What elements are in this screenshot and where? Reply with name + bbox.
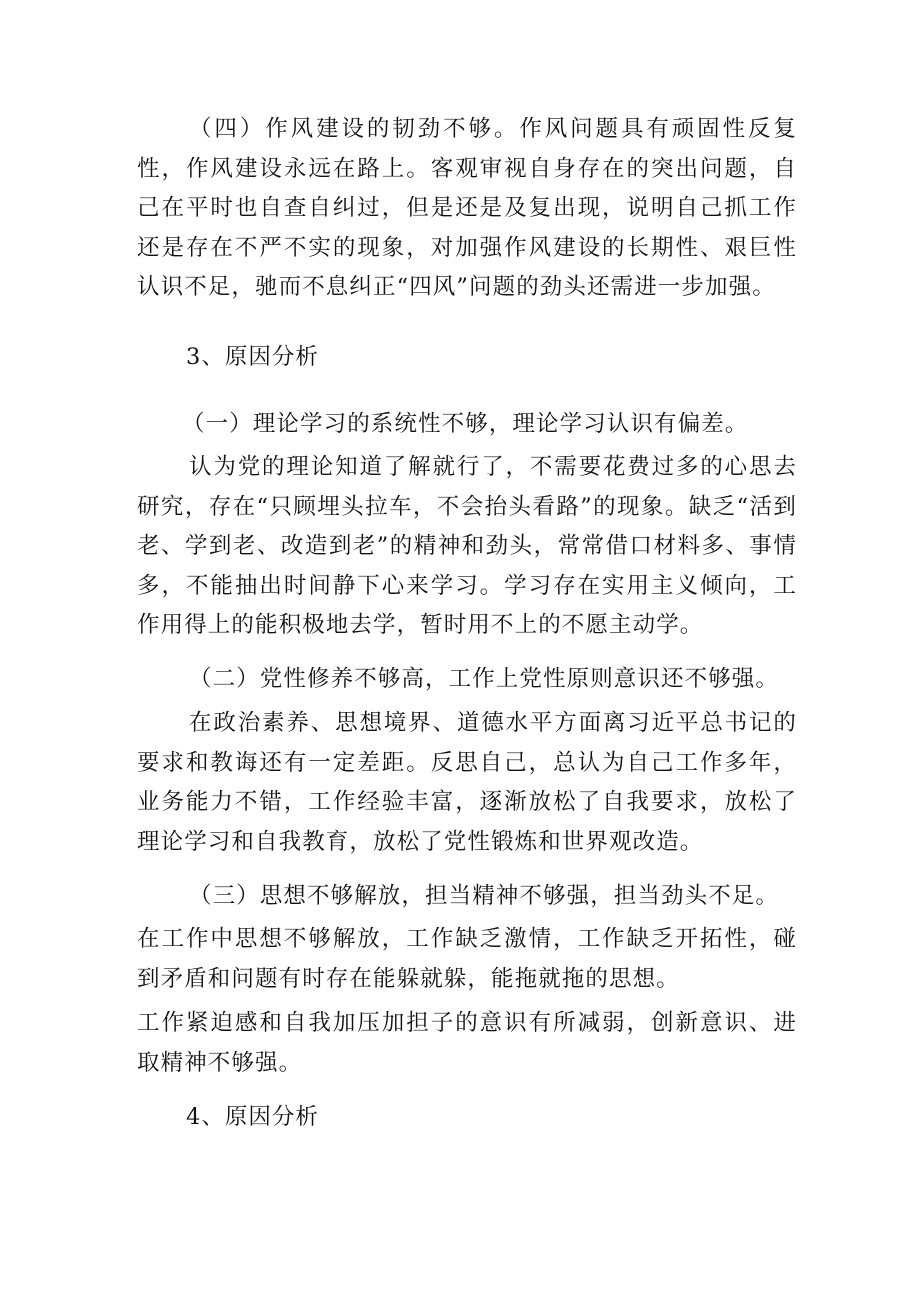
cause-1-body: 认为党的理论知道了解就行了，不需要花费过多的心思去研究，存在“只顾埋头拉车，不会抬头看路”的现象。缺乏“活到老、学到老、改造到老”的精神和劲头，常常借口材料多、事情多，不能抽出时间静下心来学习。学习存在实用主义倾向，工作用得上的能积极地去学，暂时用不上的不愿主动学。 [137,454,797,639]
cause-3-body: 在工作中思想不够解放，工作缺乏激情，工作缺乏开拓性，碰到矛盾和问题有时存在能躲就躲，能拖就拖的思想。 [137,926,797,992]
cause-3-extra: 工作紧迫感和自我加压加担子的意识有所减弱，创新意识、进取精神不够强。 [137,1010,797,1076]
cause-3-title: （三）思想不够解放，担当精神不够强，担当劲头不足。 [189,883,780,909]
cause-2-body: 在政治素养、思想境界、道德水平方面离习近平总书记的要求和教诲还有一定差距。反思自己，总认为自己工作多年，业务能力不错，工作经验丰富，逐渐放松了自我要求，放松了理论学习和自我教育，放松了党性锻炼和世界观改造。 [137,710,797,855]
cause-1-title: （一）理论学习的系统性不够，理论学习认识有偏差。 [182,411,749,437]
section-heading-4: 4、原因分析 [186,1104,319,1130]
paragraph-style-issue [137,110,797,308]
section-heading-3: 3、原因分析 [186,344,319,370]
paragraph-body: 作风问题具有顽固性反复性，作风建设永远在路上。客观审视自身存在的突出问题，自己在平时也自查自纠过，但是还是及复出现，说明自己抓工作还是存在不严不实的现象，对加强作风建设的长期性、艰巨性认识不足，驰而不息纠正“四风”问题的劲头还需进一步加强。 [137,116,797,301]
cause-2-title: （二）党性修养不够高，工作上党性原则意识还不够强。 [189,666,780,692]
paragraph-title: （四）作风建设的韧劲不够。 [189,116,520,142]
